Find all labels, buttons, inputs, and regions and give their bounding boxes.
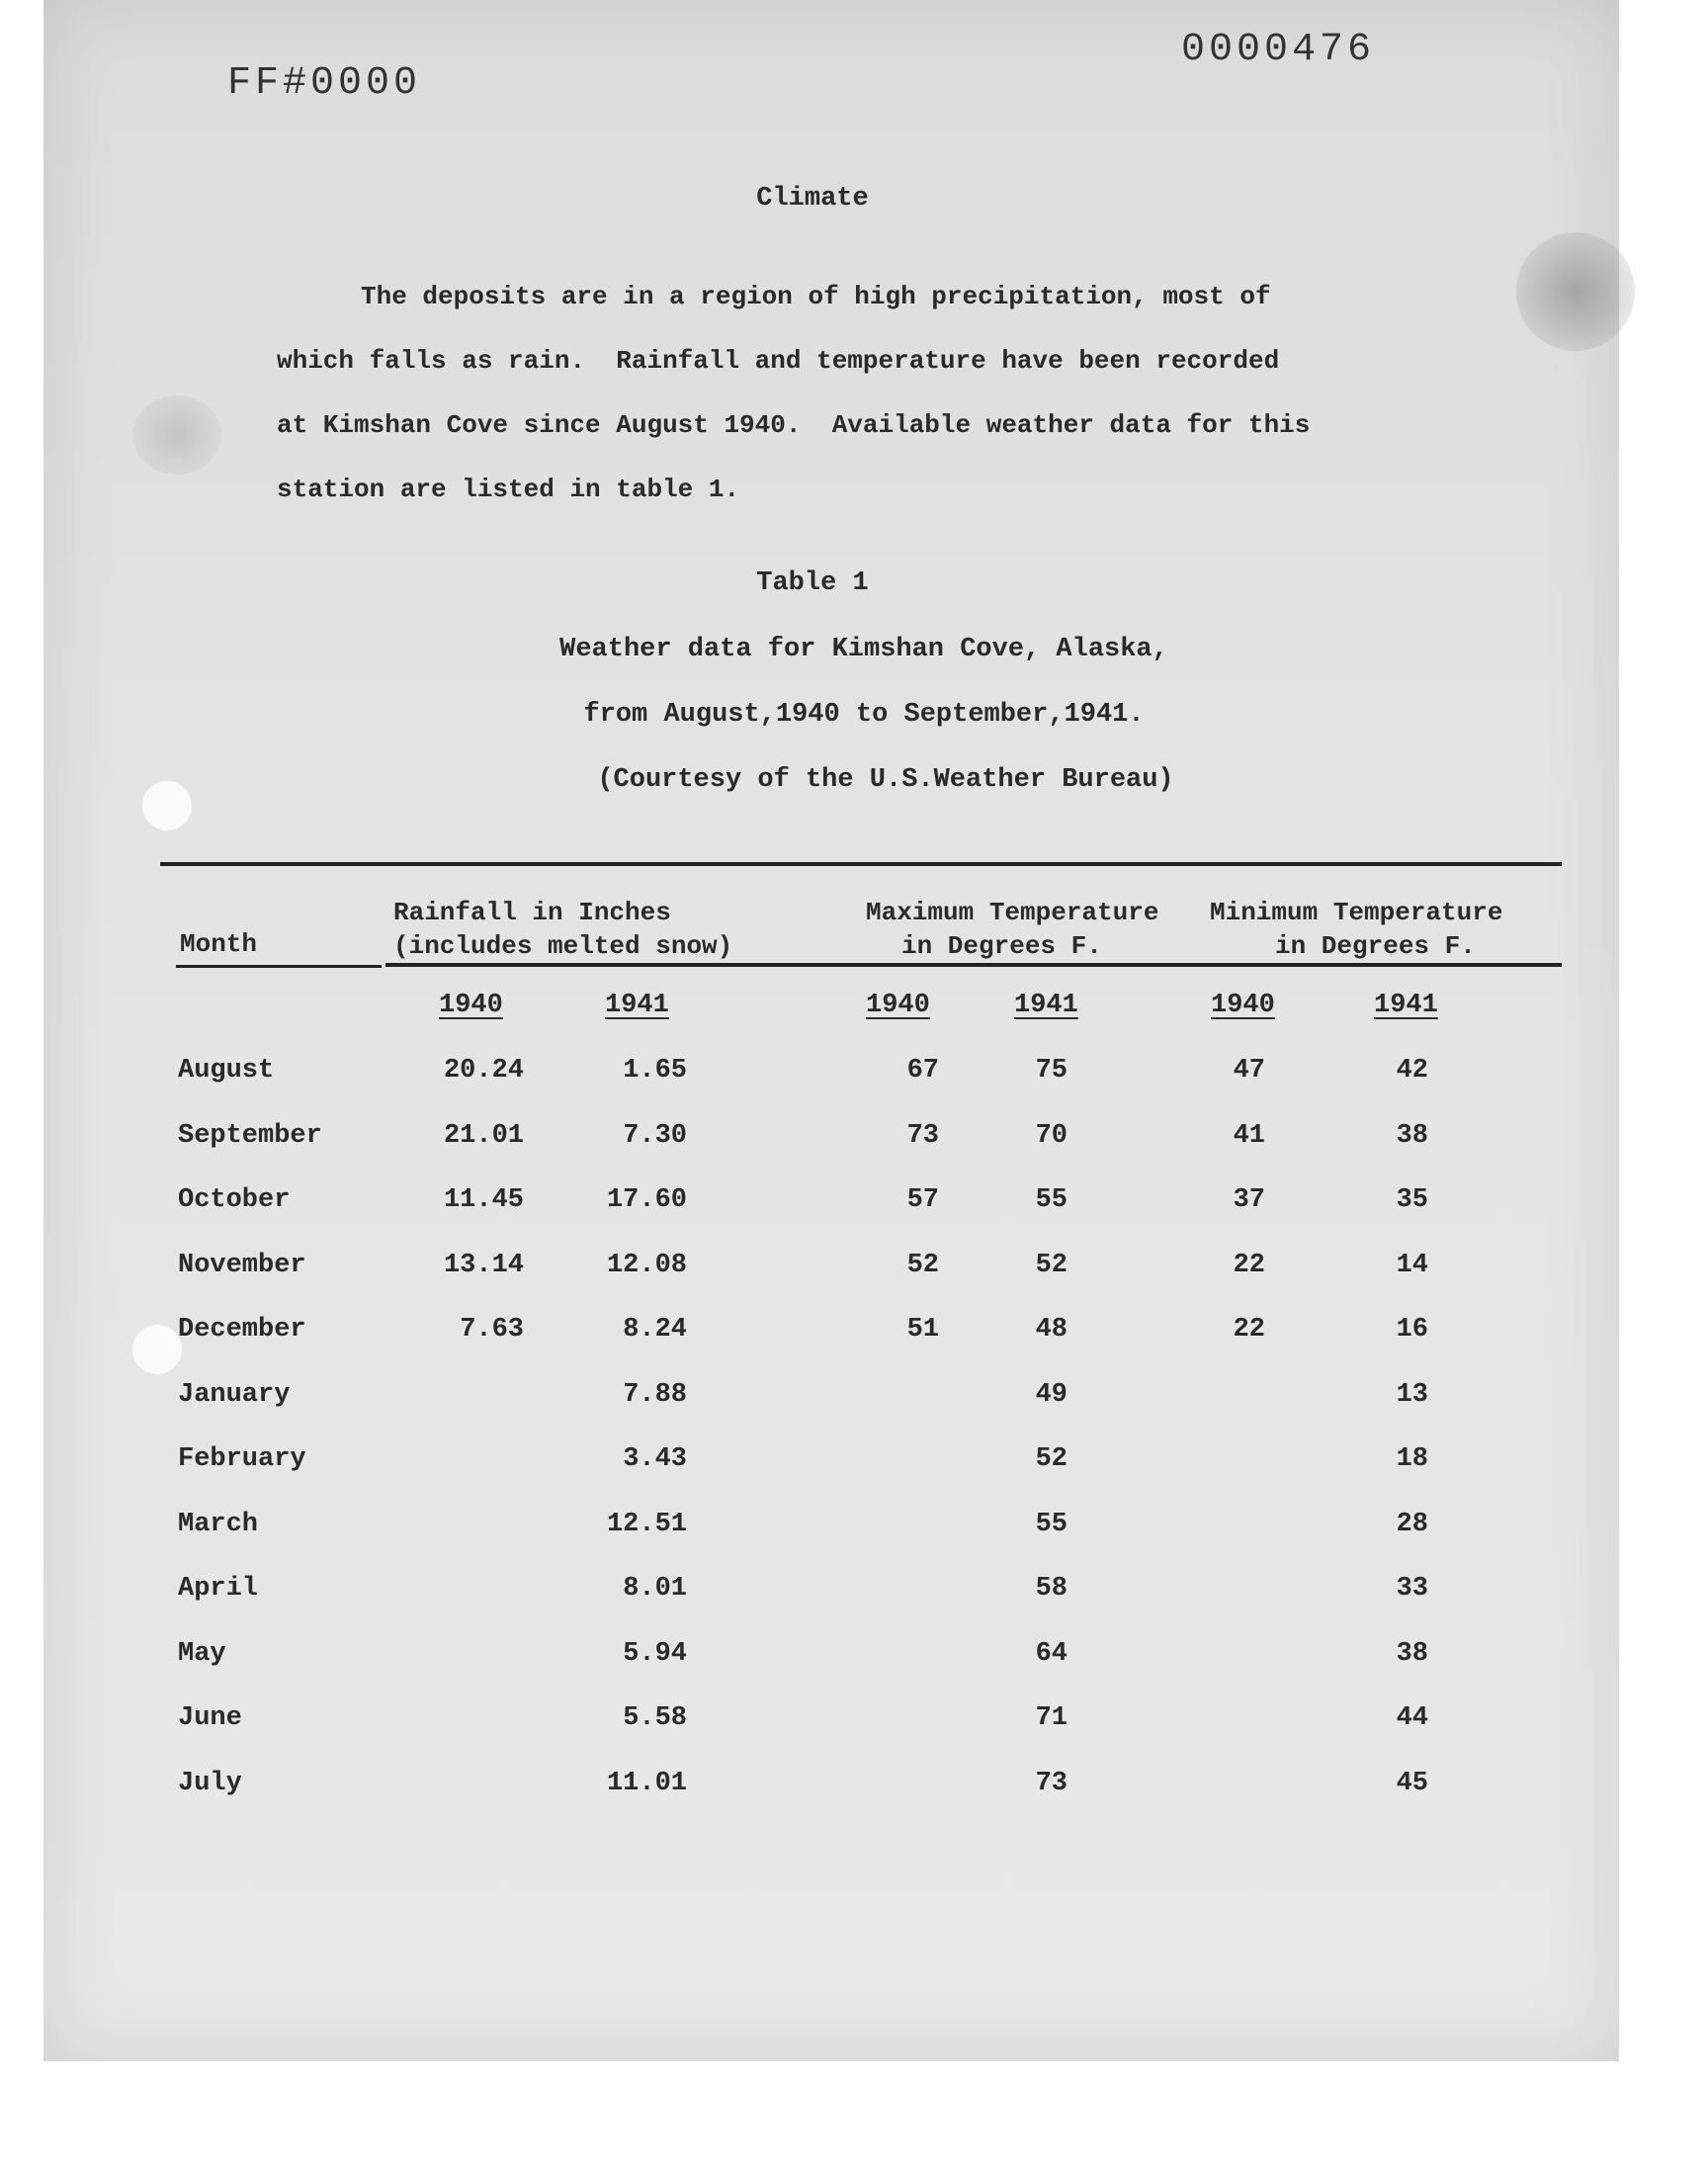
cell-min1941: 13 <box>1396 1379 1428 1410</box>
cell-max1941: 55 <box>1035 1509 1068 1539</box>
row-month: November <box>178 1250 306 1280</box>
header-rainfall-line1: Rainfall in Inches <box>393 898 671 927</box>
row-month: September <box>178 1120 322 1151</box>
stamp-right: 0000476 <box>1181 28 1376 72</box>
cell-max1941: 52 <box>1035 1250 1068 1280</box>
row-month: March <box>178 1509 259 1539</box>
cell-rain1941: 17.60 <box>606 1185 687 1215</box>
cell-min1941: 14 <box>1396 1250 1428 1280</box>
cell-max1940: 73 <box>906 1120 939 1151</box>
row-month: June <box>178 1703 242 1733</box>
cell-min1941: 35 <box>1396 1185 1428 1215</box>
year-header: 1941 <box>1014 991 1078 1020</box>
cell-max1940: 52 <box>906 1250 939 1280</box>
cell-max1941: 71 <box>1035 1703 1068 1733</box>
cell-min1940: 37 <box>1233 1185 1265 1215</box>
cell-max1940: 67 <box>906 1056 939 1086</box>
year-header: 1941 <box>1374 991 1438 1020</box>
header-max-line2: in Degrees F. <box>901 931 1102 961</box>
row-month: February <box>178 1444 306 1474</box>
header-underline-month <box>176 965 382 968</box>
cell-rain1941: 3.43 <box>623 1444 687 1474</box>
cell-max1941: 52 <box>1035 1444 1068 1474</box>
row-month: August <box>178 1056 275 1086</box>
cell-rain1941: 5.58 <box>623 1703 687 1733</box>
cell-min1941: 42 <box>1396 1056 1428 1086</box>
header-rainfall-line2: (includes melted snow) <box>393 931 733 961</box>
cell-min1940: 22 <box>1233 1315 1265 1345</box>
header-month: Month <box>180 929 258 959</box>
cell-min1941: 16 <box>1396 1315 1428 1345</box>
table-caption-line1: Weather data for Kimshan Cove, Alaska, <box>559 635 1168 664</box>
cell-max1941: 70 <box>1035 1120 1068 1151</box>
cell-max1941: 58 <box>1035 1574 1068 1604</box>
row-month: April <box>178 1574 259 1604</box>
cell-max1941: 48 <box>1035 1315 1068 1345</box>
cell-rain1941: 8.24 <box>623 1315 687 1345</box>
cell-min1941: 45 <box>1396 1768 1428 1798</box>
table-caption-line2: from August,1940 to September,1941. <box>583 700 1145 730</box>
paper-stain <box>132 395 221 475</box>
cell-rain1940: 7.63 <box>460 1315 524 1345</box>
cell-rain1941: 8.01 <box>623 1574 687 1604</box>
cell-max1941: 73 <box>1035 1768 1068 1798</box>
cell-rain1940: 20.24 <box>443 1056 524 1086</box>
cell-max1940: 51 <box>906 1315 939 1345</box>
year-header: 1940 <box>866 991 930 1020</box>
cell-min1941: 38 <box>1396 1638 1428 1669</box>
cell-rain1940: 11.45 <box>443 1185 524 1215</box>
cell-rain1940: 21.01 <box>443 1120 524 1151</box>
paragraph-line: The deposits are in a region of high precipitation, most of <box>361 282 1271 311</box>
cell-max1940: 57 <box>906 1185 939 1215</box>
section-title: Climate <box>756 184 869 214</box>
header-min-line1: Minimum Temperature <box>1210 898 1503 927</box>
row-month: October <box>178 1185 291 1215</box>
row-month: December <box>178 1315 306 1345</box>
cell-rain1941: 7.88 <box>623 1379 687 1410</box>
punch-hole <box>132 1325 182 1374</box>
cell-min1941: 44 <box>1396 1703 1428 1733</box>
paragraph-line: which falls as rain. Rainfall and temperature have been recorded <box>277 346 1280 376</box>
cell-rain1941: 7.30 <box>623 1120 687 1151</box>
cell-min1941: 33 <box>1396 1574 1428 1604</box>
table-top-rule <box>160 862 1562 866</box>
cell-min1941: 28 <box>1396 1509 1428 1539</box>
table-number: Table 1 <box>756 568 869 598</box>
cell-min1941: 18 <box>1396 1444 1428 1474</box>
cell-min1940: 47 <box>1233 1056 1265 1086</box>
cell-rain1941: 1.65 <box>623 1056 687 1086</box>
row-month: May <box>178 1638 226 1669</box>
year-header: 1940 <box>1211 991 1275 1020</box>
cell-rain1941: 12.51 <box>606 1509 687 1539</box>
cell-min1940: 41 <box>1233 1120 1265 1151</box>
paragraph-line: at Kimshan Cove since August 1940. Available weather data for this <box>277 410 1311 440</box>
row-month: January <box>178 1379 291 1410</box>
cell-min1941: 38 <box>1396 1120 1428 1151</box>
year-header: 1940 <box>439 991 503 1020</box>
cell-min1940: 22 <box>1233 1250 1265 1280</box>
header-max-line1: Maximum Temperature <box>866 898 1159 927</box>
year-header: 1941 <box>605 991 669 1020</box>
cell-rain1941: 11.01 <box>606 1768 687 1798</box>
cell-rain1941: 5.94 <box>623 1638 687 1669</box>
stamp-left: FF#0000 <box>227 61 422 106</box>
row-month: July <box>178 1768 242 1798</box>
cell-rain1941: 12.08 <box>606 1250 687 1280</box>
table-caption-line3: (Courtesy of the U.S.Weather Bureau) <box>597 765 1174 795</box>
cell-max1941: 49 <box>1035 1379 1068 1410</box>
cell-max1941: 55 <box>1035 1185 1068 1215</box>
cell-max1941: 75 <box>1035 1056 1068 1086</box>
paper-stain <box>1516 232 1635 351</box>
cell-max1941: 64 <box>1035 1638 1068 1669</box>
paragraph-line: station are listed in table 1. <box>277 475 740 504</box>
header-min-line2: in Degrees F. <box>1275 931 1476 961</box>
cell-rain1940: 13.14 <box>443 1250 524 1280</box>
header-rule <box>385 963 1562 967</box>
